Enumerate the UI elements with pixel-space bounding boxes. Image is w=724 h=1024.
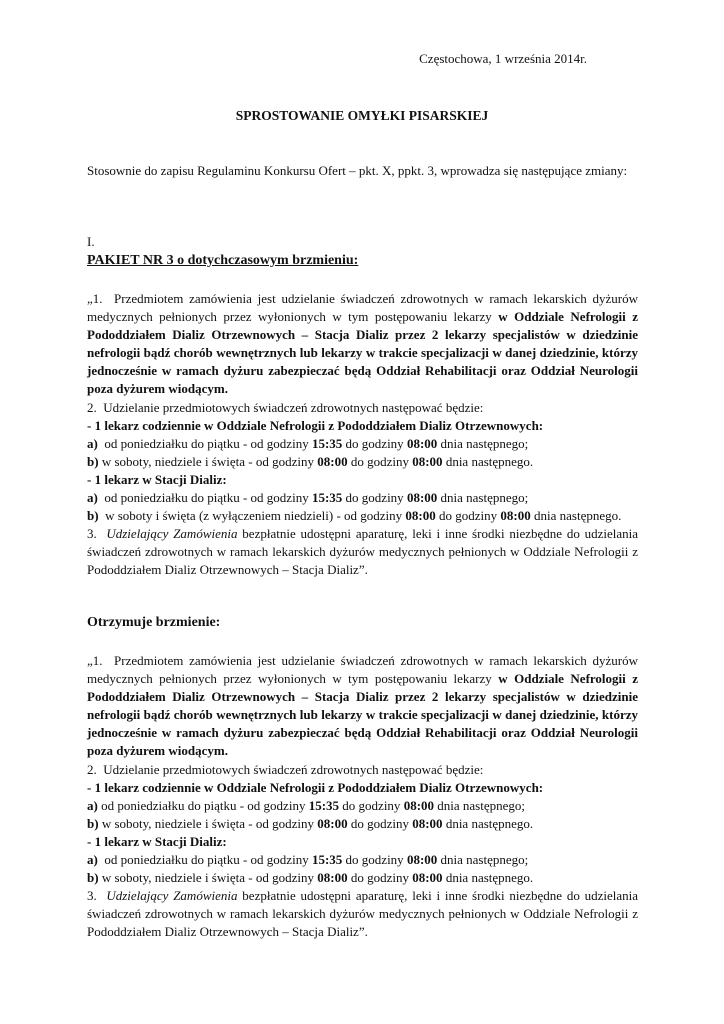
old-point-2: 2. Udzielanie przedmiotowych świadczeń zdrowotnych następować będzie: [87,399,484,415]
date-line: Częstochowa, 1 września 2014r. [419,51,587,66]
document-title: SPROSTOWANIE OMYŁKI PISARSKIEJ [235,108,489,123]
new-group-1-a: a) od poniedziałku do piątku - od godziny 15:35 do godziny 08:00 dnia następnego; [87,797,526,813]
new-point-1: „1. Przedmiotem zamówienia jest udzielanie świadczeń zdrowotnych w ramach lekarskich dyżurów medycznych pełnionych przez wyłonionych w tym postępowaniu lekarzy w Oddziale Nefrologii z Pododdziałem Dializ Otrzewnowych – Stacja Dializ przez 2 lekarzy specjalistów w dziedzinie nefrologii bądź chorób wewnętrznych lub lekarzy w trakcie specjalizacji w danej dziedzinie, którzy jednocześnie w ramach dyżuru zabezpieczać będą Oddział Rehabilitacji oraz Oddział Neurologii poza dyżurem wiodącym. [87,653,639,759]
new-group-2-a: a) od poniedziałku do piątku - od godziny 15:35 do godziny 08:00 dnia następnego; [87,852,529,868]
new-point-2: 2. Udzielanie przedmiotowych świadczeń zdrowotnych następować będzie: [87,761,484,777]
new-group-1-b: b) w soboty, niedziele i święta - od godziny 08:00 do godziny 08:00 dnia następnego. [87,815,534,831]
old-group-2-heading: - 1 lekarz w Stacji Dializ: [87,471,227,487]
old-point-3: 3. Udzielający Zamówienia bezpłatnie udostępni aparaturę, leki i inne środki niezbędne do udzielania świadczeń zdrowotnych w ramach lekarskich dyżurów medycznych pełnionych w Oddziale Nefrologii z Pododdziałem Dializ Otrzewnowych – Stacja Dializ”. [87,526,639,578]
intro-paragraph: Stosownie do zapisu Regulaminu Konkursu Ofert – pkt. X, ppkt. 3, wprowadza się następujące zmiany: [87,163,628,178]
new-group-1-heading: - 1 lekarz codziennie w Oddziale Nefrologii z Pododdziałem Dializ Otrzewnowych: [87,779,544,795]
old-group-2-b: b) w soboty i święta (z wyłączeniem niedzieli) - od godziny 08:00 do godziny 08:00 dnia następnego. [87,508,622,524]
heading-new-wording: Otrzymuje brzmienie: [87,615,221,630]
new-wording-block [87,652,638,942]
new-point-3: 3. Udzielający Zamówienia bezpłatnie udostępni aparaturę, leki i inne środki niezbędne do udzielania świadczeń zdrowotnych w ramach lekarskich dyżurów medycznych pełnionych w Oddziale Nefrologii z Pododdziałem Dializ Otrzewnowych – Stacja Dializ”. [87,888,639,940]
old-group-1-a: a) od poniedziałku do piątku - od godziny 15:35 do godziny 08:00 dnia następnego; [87,435,529,451]
old-group-2-a: a) od poniedziałku do piątku - od godziny 15:35 do godziny 08:00 dnia następnego; [87,490,529,506]
new-group-2-b: b) w soboty, niedziele i święta - od godziny 08:00 do godziny 08:00 dnia następnego. [87,870,534,886]
new-group-2-heading: - 1 lekarz w Stacji Dializ: [87,833,227,849]
old-wording-block [87,290,638,580]
section-number: I. [87,234,95,249]
old-group-1-b: b) w soboty, niedziele i święta - od godziny 08:00 do godziny 08:00 dnia następnego. [87,453,534,469]
heading-old-wording: PAKIET NR 3 o dotychczasowym brzmieniu: [87,253,359,268]
old-point-1: „1. Przedmiotem zamówienia jest udzielanie świadczeń zdrowotnych w ramach lekarskich dyżurów medycznych pełnionych przez wyłonionych w tym postępowaniu lekarzy w Oddziale Nefrologii z Pododdziałem Dializ Otrzewnowych – Stacja Dializ przez 2 lekarzy specjalistów w dziedzinie nefrologii bądź chorób wewnętrznych lub lekarzy w trakcie specjalizacji w danej dziedzinie, którzy jednocześnie w ramach dyżuru zabezpieczać będą Oddział Rehabilitacji oraz Oddział Neurologii poza dyżurem wiodącym. [87,291,639,397]
old-group-1-heading: - 1 lekarz codziennie w Oddziale Nefrologii z Pododdziałem Dializ Otrzewnowych: [87,417,544,433]
